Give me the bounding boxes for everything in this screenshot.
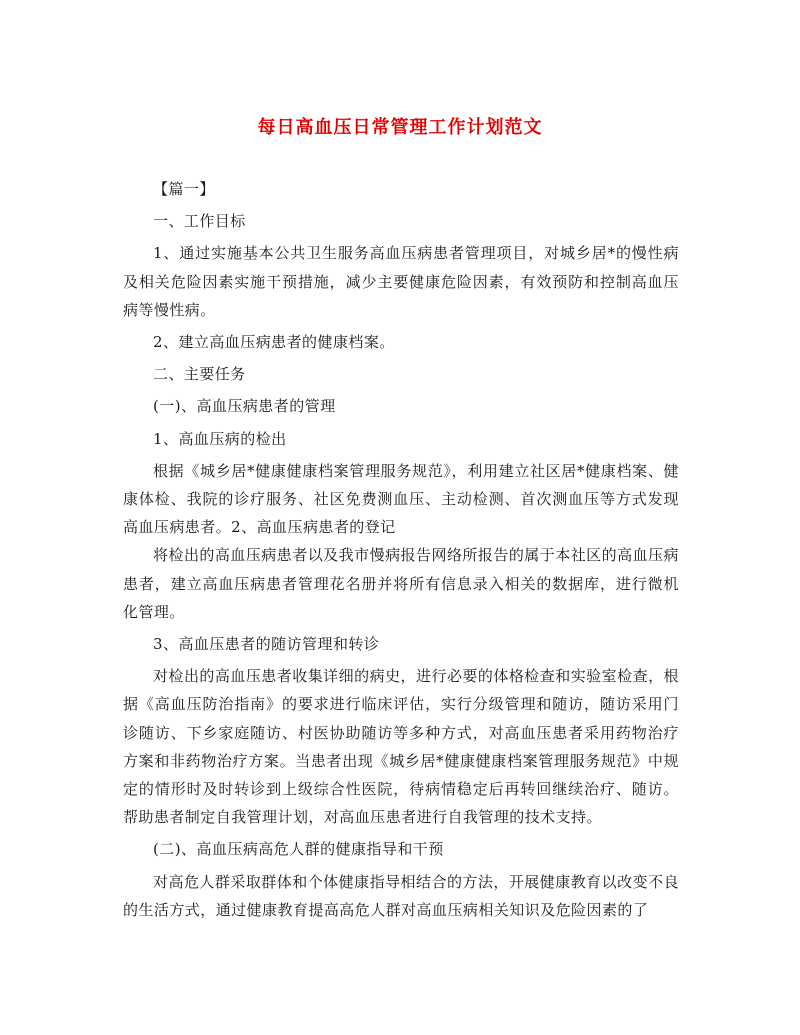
paragraph-high-risk: 对高危人群采取群体和个体健康指导相结合的方法，开展健康教育以改变不良的生活方式，通过健康教育提高高危人群对高血压病相关知识及危险因素的了 — [123, 872, 679, 919]
paragraph-goal-2: 2、建立高血压病患者的健康档案。 — [153, 333, 395, 352]
subheading-detection: 1、高血压病的检出 — [153, 429, 287, 448]
heading-main-tasks: 二、主要任务 — [153, 365, 246, 384]
paragraph-followup: 对检出的高血压患者收集详细的病史，进行必要的体格检查和实验室检查，根据《高血压防治指南》的要求进行临床评估，实行分级管理和随访，随访采用门诊随访、下乡家庭随访、村医协助随访等多种方式，对高血压患者采用药物治疗方案和非药物治疗方案。当患者出现《城乡居*健康健康档案管理服务规范》中规定的情形时及时转诊到上级综合性医院，待病情稳定后再转回继续治疗、随访。帮助患者制定自我管理计划，对高血压患者进行自我管理的技术支持。 — [123, 667, 679, 827]
heading-work-goals: 一、工作目标 — [153, 212, 246, 231]
document-title: 每日高血压日常管理工作计划范文 — [257, 117, 543, 138]
document-body — [123, 175, 679, 924]
paragraph-registration: 将检出的高血压病患者以及我市慢病报告网络所报告的属于本社区的高血压病患者，建立高血压病患者管理花名册并将所有信息录入相关的数据库，进行微机化管理。 — [123, 546, 679, 621]
section-heading-part-one: 【篇一】 — [153, 180, 215, 198]
subheading-high-risk: (二)、高血压病高危人群的健康指导和干预 — [153, 840, 444, 859]
paragraph-detection: 根据《城乡居*健康健康档案管理服务规范》，利用建立社区居*健康档案、健康体检、我院的诊疗服务、社区免费测血压、主动检测、首次测血压等方式发现高血压病患者。2、高血压病患者的登记 — [123, 461, 679, 537]
paragraph-goal-1: 1、通过实施基本公共卫生服务高血压病患者管理项目，对城乡居*的慢性病及相关危险因素实施干预措施，减少主要健康危险因素，有效预防和控制高血压病等慢性病。 — [123, 244, 679, 319]
subheading-followup: 3、高血压患者的随访管理和转诊 — [153, 635, 380, 654]
subheading-patient-management: (一)、高血压病患者的管理 — [153, 397, 336, 416]
